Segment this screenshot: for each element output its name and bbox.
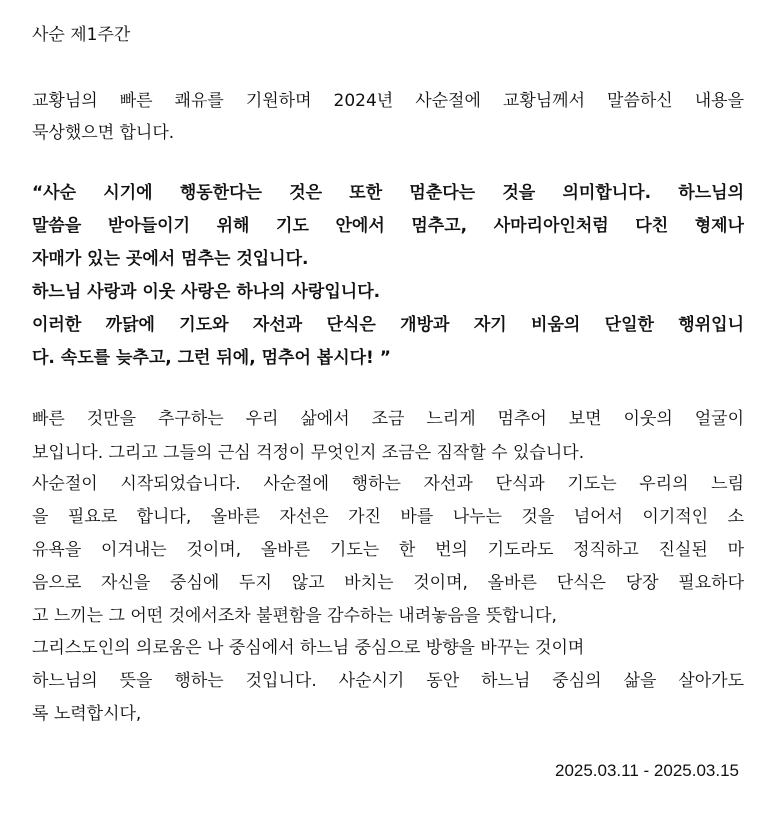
body-line-6: 음으로 자신을 중심에 두지 않고 바치는 것이며, 올바른 단식은 당장 필요하다 <box>32 573 744 593</box>
body-line-9: 하느님의 뜻을 행하는 것입니다. 사순시기 동안 하느님 중심의 삶을 살아가도 <box>32 671 744 691</box>
intro-line-2: 묵상했으면 합니다. <box>32 123 175 143</box>
body-line-5: 유욕을 이겨내는 것이며, 올바른 기도는 한 번의 기도라도 정직하고 진실된 마 <box>32 540 744 560</box>
body-line-7: 고 느끼는 그 어떤 것에서조차 불편함을 감수하는 내려놓음을 뜻합니다, <box>32 606 557 626</box>
body-line-8: 그리스도인의 의로움은 나 중심에서 하느님 중심으로 방향을 바꾸는 것이며 <box>32 638 585 658</box>
body-line-4: 을 필요로 합니다, 올바른 자선은 가진 바를 나누는 것을 넘어서 이기적인 소 <box>32 507 744 527</box>
date-range: 2025.03.11 - 2025.03.15 <box>554 761 739 780</box>
intro-line-1: 교황님의 빠른 쾌유를 기원하며 2024년 사순절에 교황님께서 말씀하신 내용을 <box>32 91 744 111</box>
quote-line-2: 말씀을 받아들이기 위해 기도 안에서 멈추고, 사마리아인처럼 다친 형제나 <box>32 216 744 236</box>
document-title: 사순 제1주간 <box>32 25 131 45</box>
body-line-3: 사순절이 시작되었습니다. 사순절에 행하는 자선과 단식과 기도는 우리의 느림 <box>32 474 744 494</box>
quote-line-6: 다. 속도를 늦추고, 그런 뒤에, 멈추어 봅시다! ” <box>32 348 391 368</box>
quote-line-4: 하느님 사랑과 이웃 사랑은 하나의 사랑입니다. <box>32 282 381 302</box>
quote-line-1: “사순 시기에 행동한다는 것은 또한 멈춘다는 것을 의미합니다. 하느님의 <box>32 183 744 203</box>
quote-line-3: 자매가 있는 곳에서 멈추는 것입니다. <box>32 249 309 269</box>
quote-line-5: 이러한 까닭에 기도와 자선과 단식은 개방과 자기 비움의 단일한 행위입니 <box>32 315 744 335</box>
body-line-1: 빠른 것만을 추구하는 우리 삶에서 조금 느리게 멈추어 보면 이웃의 얼굴이 <box>32 409 744 429</box>
body-line-10: 록 노력합시다, <box>32 704 142 724</box>
body-line-2: 보입니다. 그리고 그들의 근심 걱정이 무엇인지 조금은 짐작할 수 있습니다. <box>32 443 585 463</box>
